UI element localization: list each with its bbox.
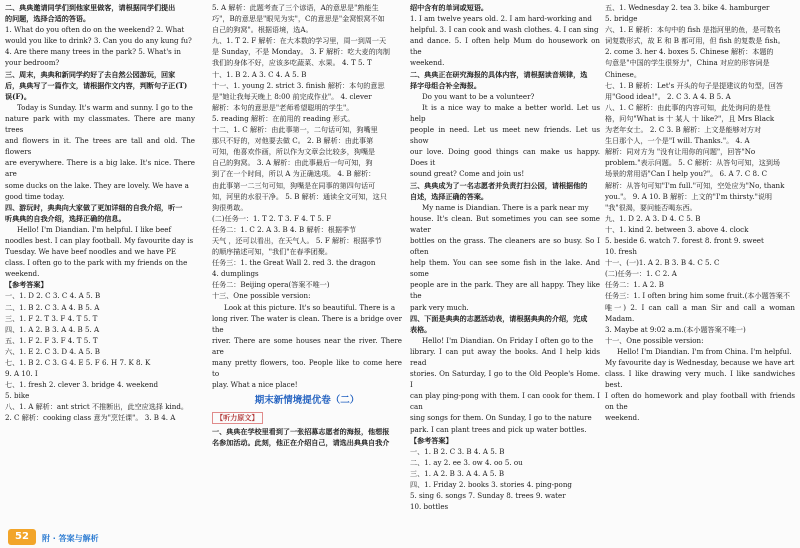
text-line: It is a nice way to make a better world. Let us help — [410, 102, 600, 123]
text-line: 任务三：1. the Great Wall 2. red 3. the dragon — [212, 258, 376, 268]
text-line: 五、1. F 2. F 3. F 4. T 5. T — [5, 335, 98, 345]
text-line: 1. I am twelve years old. 2. I am hard-working and — [410, 14, 592, 24]
text-line: 10. bottles — [410, 502, 449, 512]
text-line: 2. C 解析：cooking class 意为"烹饪课"。 3. B 4. A — [5, 413, 176, 423]
text-line: 二、1. ay 2. ee 3. ow 4. oo 5. ou — [410, 457, 523, 467]
text-line: 由此事第一二三句可知，狗嘴是在同事的第四句话可 — [212, 180, 376, 190]
text-line: 三、1. A 2. B 3. A 4. A 5. B — [410, 468, 505, 478]
text-line: 5. bike — [5, 391, 30, 401]
text-line — [212, 410, 402, 426]
text-line: problem."表示问题。 5. C 解析：从答句可知，这到场 — [605, 158, 781, 168]
text-line: some ducks on the lake. They are lovely. We have a — [5, 180, 189, 190]
text-line: Do you want to be a volunteer? — [422, 91, 535, 101]
text-line: park. I can plant trees and pick up water bottles. — [410, 424, 587, 434]
text-line: our love. Doing good things can make us happy. Does it — [410, 147, 600, 168]
text-line: I often do homework and play football with friends on the — [605, 391, 795, 412]
text-line: 六、1. E 解析：本句中的 fish 是指河里的鱼，是可数名 — [605, 25, 781, 35]
text-line: 4. Are there many trees in the park? 5. What's in — [5, 47, 181, 57]
text-line: 任务二：1. A 2. B — [605, 280, 665, 290]
text-line: weekend. — [5, 269, 40, 279]
text-line: 十一、(一)1. A 2. B 3. B 4. C 5. C — [605, 258, 720, 268]
text-line: (二)任务一：1. C 2. A — [605, 269, 677, 279]
text-line: 二、1. B 2. C 3. A 4. B 5. A — [5, 302, 100, 312]
footer-label: 附 · 答案与解析 — [42, 534, 99, 543]
text-line: 一、1. D 2. C 3. C 4. A 5. B — [5, 291, 101, 301]
text-line: 九、1. D 2. A 3. D 4. C 5. B — [605, 213, 701, 223]
text-line: 五、1. Wednesday 2. tea 3. bike 4. hamburger — [605, 3, 770, 12]
text-line: 为老年女士。 2. C 3. B 解析：上文是能够对方对 — [605, 125, 762, 135]
text-line: help them. You can see some fish in the lake. And some — [410, 258, 600, 279]
text-line: park very much. — [410, 302, 469, 312]
text-line: 四、1. A 2. B 3. A 4. B 5. A — [5, 324, 100, 334]
text-line: 【参考答案】 — [410, 435, 453, 445]
text-line: and flowers in it. The trees are tall and old. The flowers — [5, 136, 195, 157]
text-line: 任务二：Beijing opera(答案不唯一) — [212, 280, 330, 290]
text-line: sound great? Come and join us! — [410, 169, 525, 179]
text-line: Hello! I'm Diandian. On Friday I often go to the — [422, 335, 594, 345]
text-line: 三、典典成为了一名志愿者并负责打扫公园，请根据他的 — [410, 180, 588, 190]
text-line: your bedroom? — [5, 58, 60, 68]
text-line: 名参加活动。此刻，他正在介绍自己，请选出典典自我介 — [212, 438, 390, 448]
text-line: 自述，选择正确的答案。 — [410, 191, 489, 201]
column-2 — [212, 2, 402, 522]
text-line: 四、下面是典典的志愿活动表，请根据典典的介绍，完成 — [410, 313, 588, 323]
text-line: 是 Sunday，不是 Monday。 3. F 解析：吃大麦的肉制 — [212, 47, 390, 57]
text-line: 的顺序描述可知，"我们"在春季团聚。 — [212, 247, 333, 257]
text-line: 天气 ，还可以看出，在天气人。 5. F 解析：根据季节 — [212, 235, 382, 245]
text-line: 十一、1. young 2. strict 3. finish 解析：本句的意思 — [212, 80, 385, 90]
text-line: (二)任务一：1. T 2. T 3. F 4. T 5. F — [212, 213, 332, 223]
text-line: 十、1. B 2. A 3. C 4. A 5. B — [212, 69, 307, 79]
text-line: nature park with my classmates. There are many trees — [5, 113, 195, 135]
text-line: 那只不好的，对他要去做 C。 2. B 解析：由此事第 — [212, 136, 374, 146]
text-line: are everywhere. There is a big lake. It's nice. There are — [5, 158, 195, 179]
text-line: noodles best. I can play football. My favourite day is — [5, 235, 194, 245]
text-line: 表格。 — [410, 324, 432, 334]
text-line: 一、1. B 2. C 3. B 4. A 5. B — [410, 446, 505, 456]
text-line: 解析：从答句可知"I'm full."可知，空处应为"No, thank — [605, 180, 785, 190]
text-line: Tuesday. We have beef noodles and we have PE — [5, 247, 177, 257]
text-line: 八、1. A 解析：ant strict 不推断出，此空应选择 kind。 — [5, 402, 188, 412]
text-line: library. I can put away the books. And I help kids read — [410, 346, 600, 367]
text-line: you."。 9. A 10. B 解析：上文的"I'm thirsty."说明 — [605, 191, 773, 201]
text-line: 九、1. T 2. F 解析：在大本数的学习里，周一到周一天 — [212, 36, 387, 46]
text-line: 用"Good idea!"。 2. C 3. A 4. B 5. A — [605, 91, 731, 101]
text-line: 1. What do you often do on the weekend? 2. What — [5, 25, 185, 35]
text-line: 误(F)。 — [5, 91, 31, 101]
text-line: 巧"，B的意思是"眼见为实"，C的意思是"金窝银窝不如 — [212, 14, 385, 24]
text-line: bottles on the grass. The cleaners are so busy. So I often — [410, 235, 600, 257]
text-line: 5. reading 解析：在前用的 reading 形式。 — [212, 113, 355, 123]
text-line: 任务三：1. I often bring him some fruit.(本小题答案不 — [605, 291, 790, 301]
text-line: people are in the park. They are all happy. They like the — [410, 280, 600, 301]
text-line: 我们的身体不好，应该多吃蔬菜、水果。 4. T 5. T — [212, 58, 372, 68]
text-line: people in need. Let us meet new friends. Let us show — [410, 125, 600, 146]
text-line: 【参考答案】 — [5, 280, 48, 290]
text-line: good time today. — [5, 191, 65, 201]
text-line: 一、典典在学校里看到了一张招募志愿者的海报，他想报 — [212, 427, 390, 437]
text-line: 自己的狗窝"。根据语境，选A。 — [212, 25, 313, 35]
text-line: 听典典的自我介绍，选择正确的信息。 — [5, 213, 126, 223]
text-line: Look at this picture. It's so beautiful. There is a — [224, 302, 396, 312]
text-line: 2. come 3. her 4. boxes 5. Chinese 解析：本题的 — [605, 47, 774, 57]
text-line: sing songs for them. On Sunday, I go to the nature — [410, 413, 592, 423]
text-line: class. I often go to the park with my friends on the — [5, 258, 188, 268]
text-line: 可知，他喜欢作画，所以作为文章会比较多，狗嘴是 — [212, 147, 376, 157]
text-line: 三、1. F 2. T 3. F 4. T 5. T — [5, 313, 98, 323]
text-line: 二、典典正在研究海报的具体内容，请根据读音规律，选 — [410, 69, 588, 79]
text-line: 的问题，选择合适的答语。 — [5, 14, 91, 24]
column-3 — [410, 2, 600, 522]
text-line: 场景的常用语"Can I help you?"。 6. A 7. C 8. C — [605, 169, 768, 179]
text-line: 3. Maybe at 9:02 a.m.(本小题答案不唯一) — [605, 324, 746, 334]
text-line: 七、1. B 解析：Let's 开头的句子是提建议的句型，回答 — [605, 80, 783, 90]
text-line: "我"很渴，要问能否喝东西。 — [605, 202, 697, 212]
exam-title: 期末新情境提优卷（二） — [254, 395, 360, 407]
text-line: 解析：本句的意思是"老师希望聪明的学生"。 — [212, 102, 354, 112]
text-line: 是"她让我每天晚上 8:00 前完成作业"。 4. clever — [212, 91, 372, 101]
text-line: weekend. — [605, 413, 640, 423]
text-line: 择字母组合补全海报。 — [410, 80, 481, 90]
text-line: class. I like drawing very much. I like sandwiches best. — [605, 369, 795, 390]
text-line: 解析：同对方为 "没有让用你的问题"，回答"No — [605, 147, 756, 157]
text-line: 句意是"中国的学生很努力"，China 对应的形容词是 — [605, 58, 770, 68]
text-line: 三、周末，典典和新同学约好了去自然公园游玩，回家 — [5, 69, 176, 79]
page-footer — [0, 528, 800, 548]
text-line: would you like to drink? 3. Can you do any kung fu? — [5, 36, 192, 46]
text-line: 生日那个人，一个是"I will. Thanks."。 4. A — [605, 136, 750, 146]
text-line: play. What a nice place! — [212, 380, 298, 390]
text-line: 十一、One possible version: — [605, 335, 704, 345]
column-4 — [605, 2, 795, 522]
column-1 — [5, 2, 195, 522]
text-line: 10. fresh — [605, 247, 637, 257]
text-line: 十二、1. C 解析：由此事第一，二句话可知，狗嘴里 — [212, 125, 378, 135]
text-line: 知，河里的水很干净。 5. B 解析：通读全文可知，这只 — [212, 191, 387, 201]
text-line: 十三、One possible version: — [212, 291, 311, 301]
text-line: weekend. — [410, 58, 445, 68]
text-line: 绍中含有的单词或短语。 — [410, 3, 489, 12]
text-line: 5. beside 6. watch 7. forest 8. front 9. sweet — [605, 235, 764, 245]
page-number: 52 — [8, 529, 36, 545]
text-line: long river. The water is clean. There is a bridge over the — [212, 313, 402, 334]
text-line: My name is Diandian. There is a park near my — [422, 202, 589, 212]
text-line: Chinese。 — [605, 69, 641, 79]
text-line: 格，问句"What is 十 某人 十 like?"，且 Mrs Black — [605, 113, 775, 123]
text-line: Today is Sunday. It's warm and sunny. I go to the — [17, 102, 193, 112]
text-line: 4. dumplings — [212, 269, 259, 279]
text-line: 后，典典写了一篇作文，请根据作文内容，判断句子正(T) — [5, 80, 188, 90]
text-line: stories. On Saturday, I go to the Old People's Home. I — [410, 369, 600, 390]
text-line: 词复数形式，故 E 和 B 都可用，但 fish 的复数是 fish。 — [605, 36, 785, 46]
text-line: 四、游玩时，典典向大家做了更加详细的自我介绍，听一 — [5, 202, 183, 212]
text-line: Hello! I'm Diandian. I'm helpful. I like beef — [17, 224, 172, 234]
text-line: 5. A 解析：此题考查了三个谚语，A的意思是"熟能生 — [212, 3, 379, 12]
text-line: helpful. 3. I can cook and wash clothes. 4. I can sing — [410, 25, 599, 35]
text-line: can play ping-pong with them. I can cook for them. I can — [410, 391, 600, 412]
text-line: 到了在一个时间，所以 A 为正确选项。 4. B 解析： — [212, 169, 376, 179]
text-line: 六、1. E 2. C 3. D 4. A 5. B — [5, 346, 100, 356]
text-line: 十、1. kind 2. between 3. above 4. clock — [605, 224, 749, 234]
text-line: 9. A 10. I — [5, 369, 38, 379]
text-line: river. There are some houses near the river. There are — [212, 335, 402, 356]
text-line: 5. sing 6. songs 7. Sunday 8. trees 9. water — [410, 491, 566, 501]
text-line: 七、1. B 2. C 3. G 4. E 5. F 6. H 7. K 8. K — [5, 358, 151, 367]
text-line: Hello! I'm Diandian. I'm from China. I'm helpful. — [617, 346, 792, 356]
text-line: 七、1. fresh 2. clever 3. bridge 4. weekend — [5, 380, 159, 390]
text-line: house. It's clean. But sometimes you can see some water — [410, 213, 600, 234]
section-tag: 【听力原文】 — [212, 412, 263, 424]
text-line: 唯一) 2. I can call a man Sir and call a woman Madam. — [605, 302, 795, 323]
text-line: 5. bridge — [605, 14, 638, 24]
text-line: and dance. 5. I often help Mum do housework on the — [410, 36, 600, 57]
text-line: 任务二：1. C 2. A 3. B 4. B 解析：根据季节 — [212, 224, 357, 234]
text-line: My favourite day is Wednesday, because we have art — [605, 358, 795, 367]
text-line: many pretty flowers, too. People like to come here to — [212, 358, 402, 379]
text-line: 狗很勇敢。 — [212, 202, 248, 212]
text-line: 自己的狗窝。 3. A 解析：由此事最后一句可知，狗 — [212, 158, 373, 168]
text-line: 四、1. Friday 2. books 3. stories 4. ping-pong — [410, 480, 572, 490]
text-line: 二、典典邀请同学们到他家里做客，请根据同学们提出 — [5, 3, 176, 12]
text-line: 八、1. C 解析：由此事的内容可知，此处询问的是性 — [605, 102, 771, 112]
